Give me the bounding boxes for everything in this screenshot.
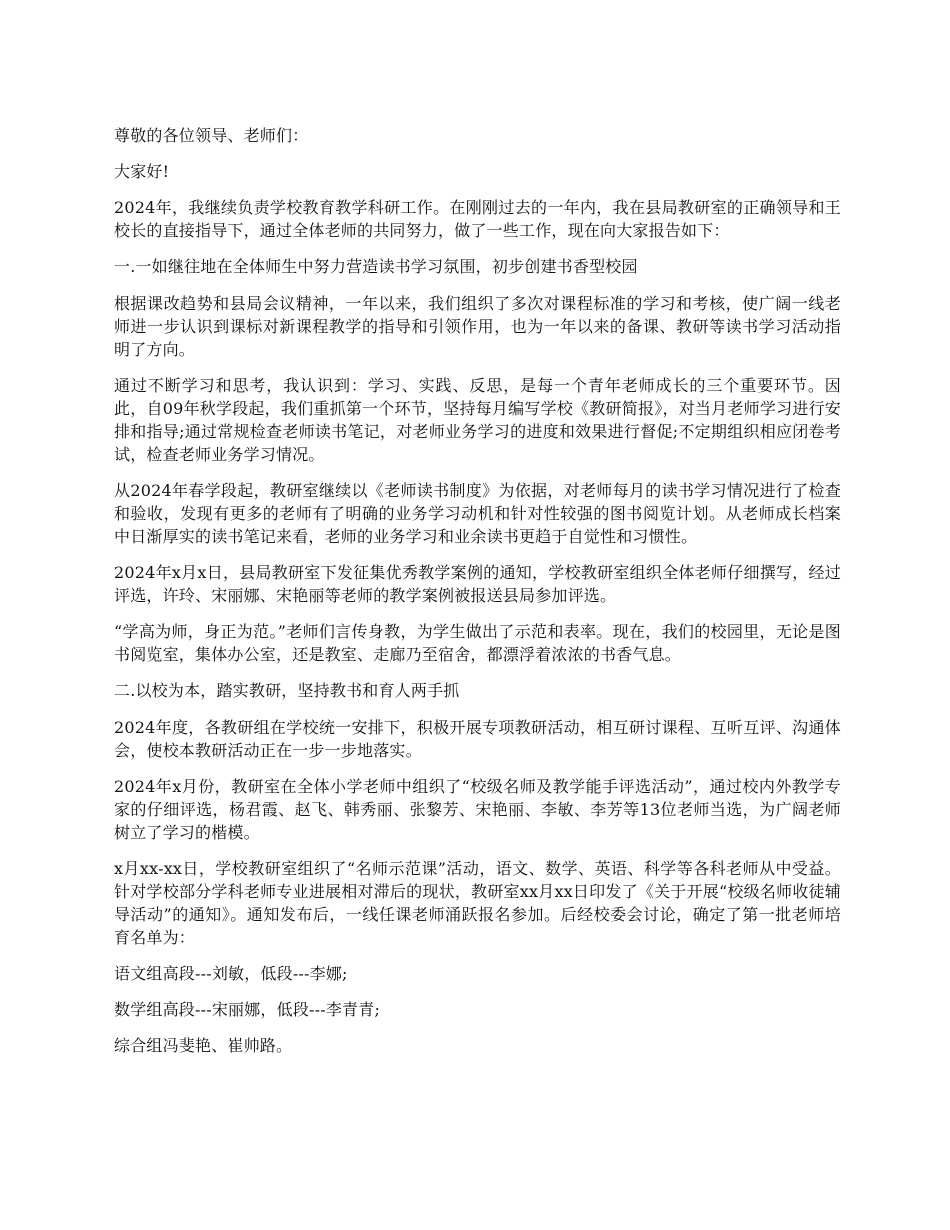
body-paragraph: 根据课改趋势和县局会议精神，一年以来，我们组织了多次对课程标准的学习和考核，使广阔一线老师进一步认识到课标对新课程教学的指导和引领作用，也为一年以来的备课、教研等读书学习活动指明了方向。 (114, 294, 841, 359)
greeting: 尊敬的各位领导、老师们： (114, 126, 309, 145)
body-paragraph: 2024年度，各教研组在学校统一安排下，积极开展专项教研活动，相互研讨课程、互听互评、沟通体会，使校本教研活动正在一步一步地落实。 (114, 718, 841, 760)
document-body (114, 124, 841, 1070)
body-paragraph: 从2024年春学段起，教研室继续以《老师读书制度》为依据，对老师每月的读书学习情况进行了检查和验收，发现有更多的老师有了明确的业务学习动机和针对性较强的图书阅览计划。从老师成长档案中日渐厚实的读书笔记来看，老师的业务学习和业余读书更趋于自觉性和习惯性。 (114, 481, 841, 546)
body-paragraph: “学高为师，身正为范。”老师们言传身教，为学生做出了示范和表率。现在，我们的校园里，无论是图书阅览室，集体办公室，还是教室、走廊乃至宿舍，都漂浮着浓浓的书香气息。 (114, 622, 841, 664)
section-heading-2: 二.以校为本，踏实教研，坚持教书和育人两手抓 (114, 681, 460, 700)
list-item: 综合组冯斐艳、崔帅路。 (114, 1036, 293, 1055)
salutation: 大家好! (114, 162, 170, 181)
body-paragraph: x月xx-xx日，学校教研室组织了“名师示范课”活动，语文、数学、英语、科学等各科老师从中受益。针对学校部分学科老师专业进展相对滞后的现状，教研室xx月xx日印发了《关于开展“校级名师收徒辅导活动”的通知》。通知发布后，一线任课老师涌跃报名参加。后经校委会讨论，确定了第一批老师培育名单为： (114, 859, 841, 947)
list-item: 语文组高段---刘敏，低段---李娜; (114, 964, 348, 983)
list-item: 数学组高段---宋丽娜，低段---李青青; (114, 1000, 381, 1019)
body-paragraph: 2024年x月x日，县局教研室下发征集优秀教学案例的通知，学校教研室组织全体老师仔细撰写，经过评选，许玲、宋丽娜、宋艳丽等老师的教学案例被报送县局参加评选。 (114, 563, 841, 605)
body-paragraph: 通过不断学习和思考，我认识到：学习、实践、反思，是每一个青年老师成长的三个重要环节。因此，自09年秋学段起，我们重抓第一个环节，坚持每月编写学校《教研简报》，对当月老师学习进行安排和指导;通过常规检查老师读书笔记，对老师业务学习的进度和效果进行督促;不定期组织相应闭卷考试，检查老师业务学习情况。 (114, 376, 841, 464)
intro-paragraph: 2024年，我继续负责学校教育教学科研工作。在刚刚过去的一年内，我在县局教研室的正确领导和王校长的直接指导下，通过全体老师的共同努力，做了一些工作，现在向大家报告如下： (114, 198, 841, 240)
body-paragraph: 2024年x月份，教研室在全体小学老师中组织了“校级名师及教学能手评选活动”，通过校内外教学专家的仔细评选，杨君霞、赵飞、韩秀丽、张黎芳、宋艳丽、李敏、李芳等13位老师当选，为广阔老师树立了学习的楷模。 (114, 777, 841, 842)
section-heading-1: 一.一如继往地在全体师生中努力营造读书学习氛围，初步创建书香型校园 (114, 257, 638, 276)
